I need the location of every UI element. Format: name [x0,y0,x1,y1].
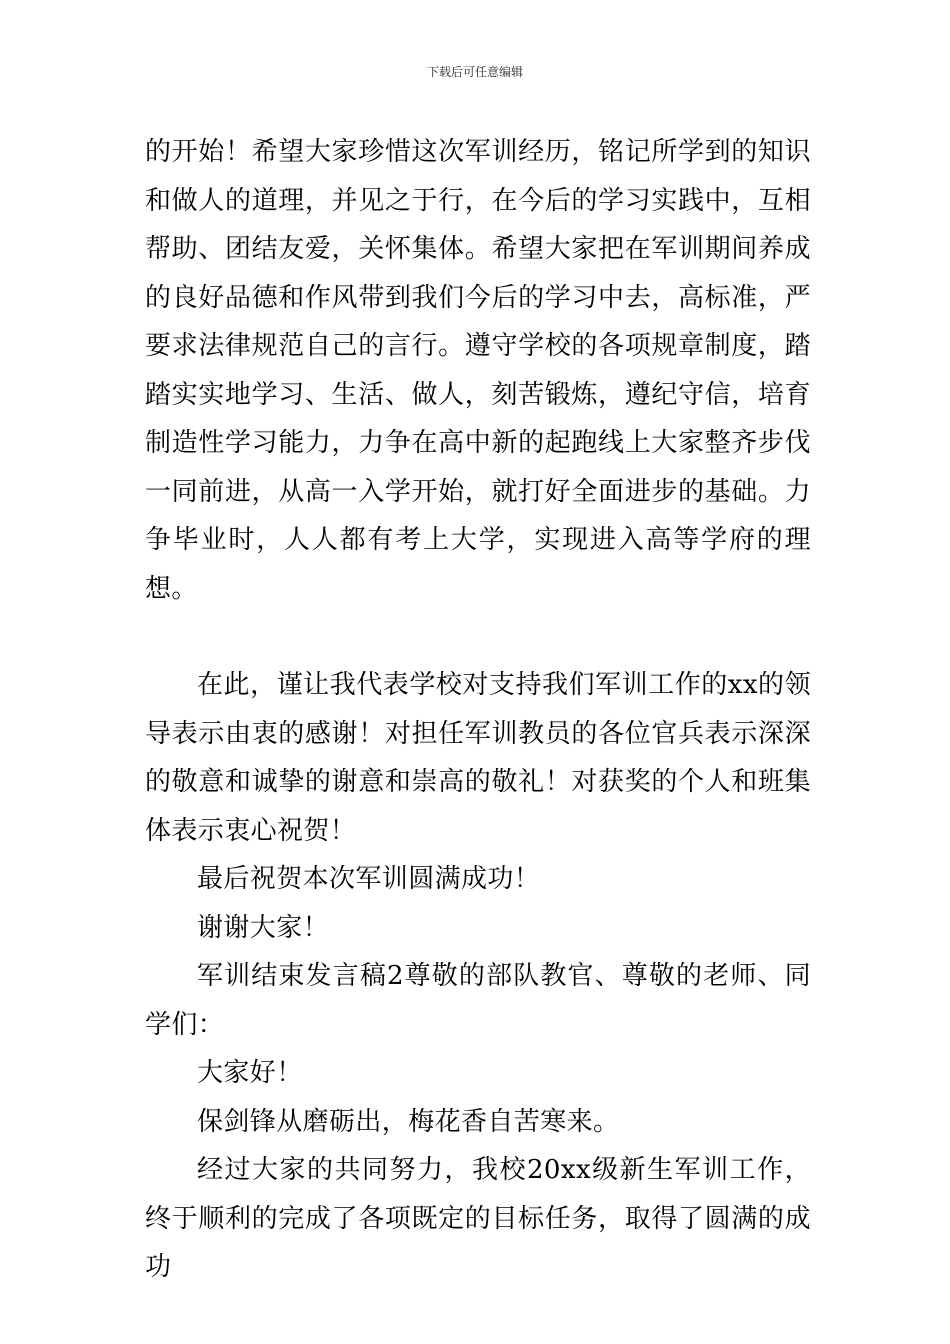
paragraph: 谢谢大家！ [197,912,330,943]
paragraph: 大家好！ [197,1058,303,1088]
document-body [145,128,811,1292]
paragraph: 的开始！希望大家珍惜这次军训经历，铭记所学到的知识和做人的道理，并见之于行，在今后的学习实践中，互相帮助、团结友爱，关怀集体。希望大家把在军训期间养成的良好品德和作风带到我们今后的学习中去，高标准，严要求法律规范自己的言行。遵守学校的各项规章制度，踏踏实实地学习、生活、做人，刻苦锻炼，遵纪守信，培育制造性学习能力，力争在高中新的起跑线上大家整齐步伐一同前进，从高一入学开始，就打好全面进步的基础。力争毕业时，人人都有考上大学，实现进入高等学府的理想。 [145,137,811,604]
paragraph: 经过大家的共同努力，我校20xx级新生军训工作，终于顺利的完成了各项既定的目标任务，取得了圆满的成功 [145,1155,811,1282]
paragraph: 最后祝贺本次军训圆满成功！ [197,864,541,894]
paragraph: 在此，谨让我代表学校对支持我们军训工作的xx的领导表示由衷的感谢！对担任军训教员的各位官兵表示深深的敬意和诚挚的谢意和崇高的敬礼！对获奖的个人和班集体表示衷心祝贺！ [145,670,811,846]
paragraph: 军训结束发言稿2尊敬的部队教官、尊敬的老师、同学们： [145,961,811,1040]
paragraph: 保剑锋从磨砺出，梅花香自苦寒来。 [197,1106,620,1137]
page-header-note: 下载后可任意编辑 [426,65,523,79]
paragraph-gap [145,613,811,661]
